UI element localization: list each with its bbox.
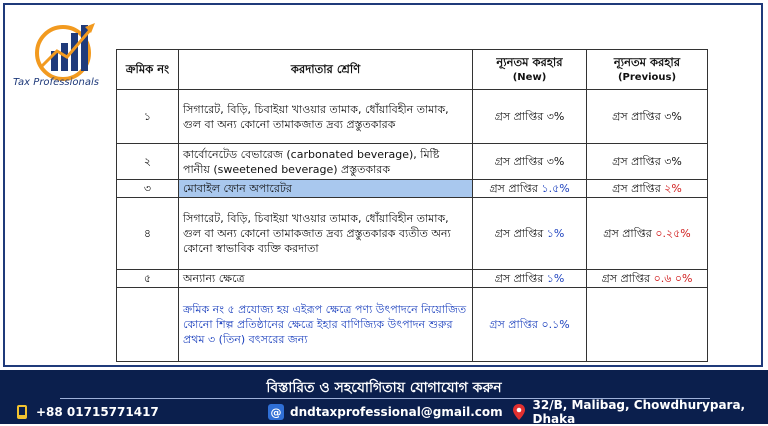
new-rate-cell: গ্রস প্রাপ্তির ৩% <box>473 144 587 180</box>
header-serial: ক্রমিক নং <box>117 50 179 90</box>
table-row <box>117 180 708 198</box>
header-category: করদাতার শ্রেণি <box>179 50 473 90</box>
phone-number[interactable]: +88 01715771417 <box>36 405 159 419</box>
table-row <box>117 288 708 362</box>
previous-rate-cell: গ্রস প্রাপ্তির ২% <box>587 180 708 198</box>
contact-footer <box>0 370 768 424</box>
header-previous: ন্যূনতম করহার (Previous) <box>587 50 708 90</box>
previous-rate-cell <box>587 288 708 362</box>
category-cell: কার্বোনেটেড বেভারেজ (carbonated beverage), মিষ্টি পানীয় (sweetened beverage) প্রস্তুতকারক <box>179 144 473 180</box>
category-cell: অন্যান্য ক্ষেত্রে <box>179 270 473 288</box>
email-contact <box>268 402 503 422</box>
header-new: ন্যূনতম করহার (New) <box>473 50 587 90</box>
svg-text:@: @ <box>270 406 282 419</box>
serial-cell <box>117 288 179 362</box>
serial-cell: ৩ <box>117 180 179 198</box>
email-address[interactable]: dndtaxprofessional@gmail.com <box>290 405 503 419</box>
footer-title: বিস্তারিত ও সহযোগিতায় যোগাযোগ করুন <box>266 380 502 396</box>
previous-rate-cell: গ্রস প্রাপ্তির ৩% <box>587 144 708 180</box>
phone-icon <box>14 404 30 420</box>
new-rate-cell: গ্রস প্রাপ্তির ৩% <box>473 90 587 144</box>
serial-cell: ২ <box>117 144 179 180</box>
serial-cell: ৫ <box>117 270 179 288</box>
new-rate-cell: গ্রস প্রাপ্তির ১% <box>473 198 587 270</box>
serial-cell: ১ <box>117 90 179 144</box>
category-cell: সিগারেট, বিড়ি, চিবাইয়া খাওয়ার তামাক, ধোঁয়াবিহীন তামাক, গুল বা অন্য কোনো তামাকজাত দ্রব্য প্রস্তুতকারক ব্যতীত অন্য কোনো স্বাভাবিক ব্যক্তি করদাতা <box>179 198 473 270</box>
category-cell: মোবাইল ফোন অপারেটর <box>179 180 473 198</box>
new-rate-cell: গ্রস প্রাপ্তির ১.৫% <box>473 180 587 198</box>
new-rate-cell: গ্রস প্রাপ্তির ০.১% <box>473 288 587 362</box>
previous-rate-cell: গ্রস প্রাপ্তির ০.৬ ০% <box>587 270 708 288</box>
brand-name: Tax Professionals <box>13 77 99 88</box>
location-pin-icon <box>512 404 527 420</box>
table-row <box>117 144 708 180</box>
address-contact <box>512 398 768 426</box>
new-rate-cell: গ্রস প্রাপ্তির ১% <box>473 270 587 288</box>
category-cell: সিগারেট, বিড়ি, চিবাইয়া খাওয়ার তামাক, ধোঁয়াবিহীন তামাক, গুল বা অন্য কোনো তামাকজাত দ্রব্য প্রস্তুতকারক <box>179 90 473 144</box>
email-icon <box>268 404 284 420</box>
address-text: 32/B, Malibag, Chowdhurypara, Dhaka <box>532 398 746 426</box>
tax-rate-table <box>116 49 708 362</box>
category-cell: ক্রমিক নং ৫ প্রযোজ্য হয় এইরূপ ক্ষেত্রে পণ্য উৎপাদনে নিয়োজিত কোনো শিল্প প্রতিষ্ঠানের ক্ষেত্রে ইহার বাণিজ্যিক উৎপাদন শুরুর প্রথম ৩ (তিন) বৎসরের জন্য <box>179 288 473 362</box>
serial-cell: ৪ <box>117 198 179 270</box>
phone-contact <box>14 402 159 422</box>
table-row <box>117 90 708 144</box>
previous-rate-cell: গ্রস প্রাপ্তির ৩% <box>587 90 708 144</box>
previous-rate-cell: গ্রস প্রাপ্তির ০.২৫% <box>587 198 708 270</box>
table-row <box>117 270 708 288</box>
table-row <box>117 198 708 270</box>
